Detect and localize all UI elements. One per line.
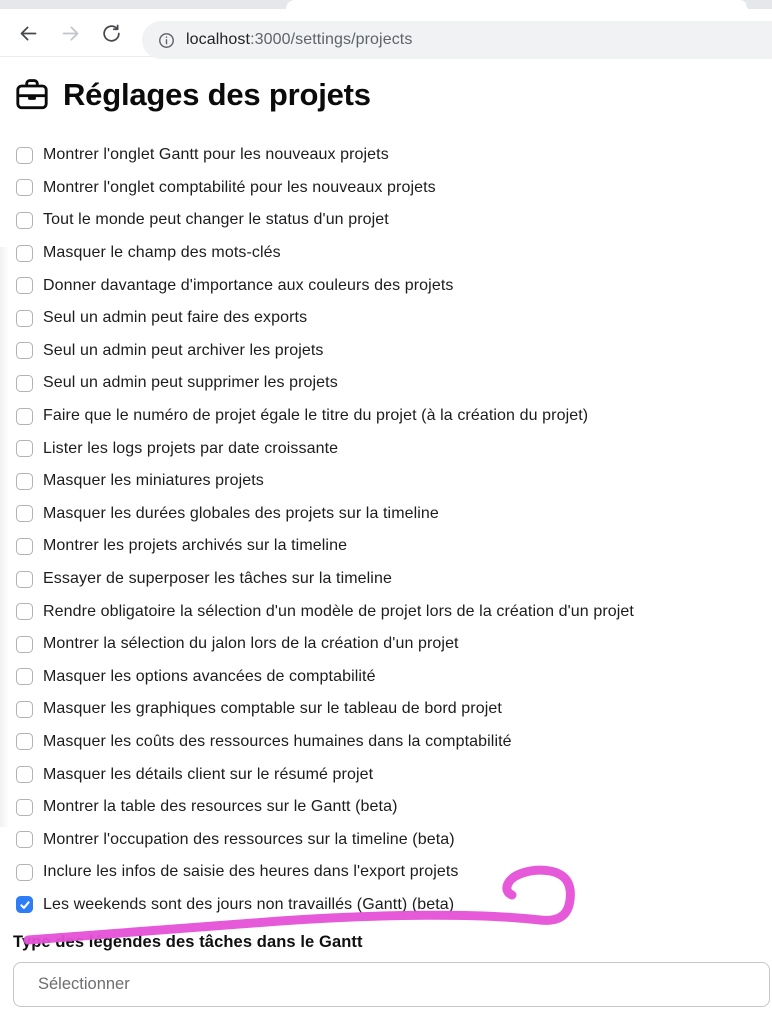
setting-label[interactable]: Seul un admin peut supprimer les projets (43, 374, 338, 392)
site-info-icon[interactable] (158, 32, 175, 49)
checkbox-unchecked[interactable] (16, 505, 33, 522)
checkbox-unchecked[interactable] (16, 799, 33, 816)
setting-row (16, 661, 772, 694)
setting-label[interactable]: Faire que le numéro de projet égale le titre du projet (à la création du projet) (43, 407, 589, 425)
checkbox-unchecked[interactable] (16, 310, 33, 327)
setting-row (16, 595, 772, 628)
checkbox-unchecked[interactable] (16, 277, 33, 294)
checkbox-unchecked[interactable] (16, 864, 33, 881)
setting-label[interactable]: Inclure les infos de saisie des heures dans l'export projets (43, 863, 459, 881)
setting-row (16, 237, 772, 270)
setting-row (16, 498, 772, 531)
browser-tab-strip (0, 0, 772, 9)
setting-label[interactable]: Montrer l'occupation des ressources sur la timeline (beta) (43, 830, 455, 848)
setting-label[interactable]: Masquer les durées globales des projets sur la timeline (43, 504, 439, 522)
setting-row (16, 823, 772, 856)
reload-icon[interactable] (100, 22, 122, 44)
setting-label[interactable]: Tout le monde peut changer le status d'un projet (43, 211, 389, 229)
checkbox-unchecked[interactable] (16, 636, 33, 653)
page-title (0, 57, 772, 119)
setting-label[interactable]: Masquer les options avancées de comptabilité (43, 667, 376, 685)
checkbox-unchecked[interactable] (16, 245, 33, 262)
setting-label[interactable]: Masquer les miniatures projets (43, 472, 264, 490)
setting-row (16, 693, 772, 726)
checkbox-unchecked[interactable] (16, 375, 33, 392)
setting-label[interactable]: Montrer la sélection du jalon lors de la création d'un projet (43, 635, 459, 653)
checkbox-unchecked[interactable] (16, 571, 33, 588)
setting-label[interactable]: Masquer le champ des mots-clés (43, 244, 281, 262)
setting-label[interactable]: Seul un admin peut archiver les projets (43, 341, 324, 359)
setting-label[interactable]: Les weekends sont des jours non travaillés (Gantt) (beta) (43, 895, 455, 913)
setting-row (16, 269, 772, 302)
briefcase-icon (14, 77, 50, 113)
setting-row (16, 400, 772, 433)
gantt-legend-field-label: Type des légendes des tâches dans le Gantt (13, 933, 363, 952)
gantt-legend-select[interactable] (13, 962, 770, 1007)
checkbox-checked[interactable] (16, 896, 33, 913)
address-bar[interactable] (142, 21, 772, 59)
checkbox-unchecked[interactable] (16, 701, 33, 718)
checkbox-unchecked[interactable] (16, 408, 33, 425)
checkbox-unchecked[interactable] (16, 440, 33, 457)
checkbox-unchecked[interactable] (16, 603, 33, 620)
setting-label[interactable]: Donner davantage d'importance aux couleurs des projets (43, 276, 454, 294)
checkbox-unchecked[interactable] (16, 668, 33, 685)
settings-checkbox-list (0, 119, 772, 921)
setting-label[interactable]: Montrer la table des resources sur le Gantt (beta) (43, 798, 398, 816)
setting-label[interactable]: Rendre obligatoire la sélection d'un modèle de projet lors de la création d'un projet (43, 602, 634, 620)
checkbox-unchecked[interactable] (16, 538, 33, 555)
setting-row (16, 889, 772, 922)
checkbox-unchecked[interactable] (16, 179, 33, 196)
checkbox-unchecked[interactable] (16, 766, 33, 783)
setting-row (16, 791, 772, 824)
url-text[interactable]: localhost:3000/settings/projects (186, 31, 413, 48)
setting-row (16, 172, 772, 205)
setting-row (16, 726, 772, 759)
page-title-text: Réglages des projets (63, 77, 371, 112)
setting-row (16, 530, 772, 563)
setting-label[interactable]: Masquer les graphiques comptable sur le tableau de bord projet (43, 700, 502, 718)
setting-row (16, 432, 772, 465)
setting-row (16, 758, 772, 791)
setting-label[interactable]: Lister les logs projets par date croissante (43, 439, 339, 457)
setting-label[interactable]: Montrer l'onglet Gantt pour les nouveaux projets (43, 146, 389, 164)
settings-page (0, 57, 772, 1007)
setting-row (16, 367, 772, 400)
setting-row (16, 856, 772, 889)
checkbox-unchecked[interactable] (16, 212, 33, 229)
browser-toolbar (0, 9, 772, 57)
setting-row (16, 335, 772, 368)
checkbox-unchecked[interactable] (16, 831, 33, 848)
select-placeholder: Sélectionner (38, 975, 130, 994)
setting-label[interactable]: Seul un admin peut faire des exports (43, 309, 308, 327)
setting-row (16, 139, 772, 172)
setting-row (16, 204, 772, 237)
setting-label[interactable]: Montrer l'onglet comptabilité pour les nouveaux projets (43, 178, 436, 196)
setting-row (16, 465, 772, 498)
checkbox-unchecked[interactable] (16, 342, 33, 359)
checkbox-unchecked[interactable] (16, 147, 33, 164)
checkbox-unchecked[interactable] (16, 733, 33, 750)
adjacent-tab-edge (746, 0, 772, 9)
setting-label[interactable]: Masquer les coûts des ressources humaines dans la comptabilité (43, 732, 512, 750)
setting-row (16, 563, 772, 596)
active-tab-top[interactable] (286, 0, 748, 9)
setting-label[interactable]: Masquer les détails client sur le résumé projet (43, 765, 374, 783)
forward-icon[interactable] (59, 22, 81, 44)
setting-row (16, 302, 772, 335)
setting-label[interactable]: Montrer les projets archivés sur la timeline (43, 537, 348, 555)
setting-label[interactable]: Essayer de superposer les tâches sur la timeline (43, 570, 392, 588)
setting-row (16, 628, 772, 661)
back-icon[interactable] (17, 22, 39, 44)
checkbox-unchecked[interactable] (16, 473, 33, 490)
